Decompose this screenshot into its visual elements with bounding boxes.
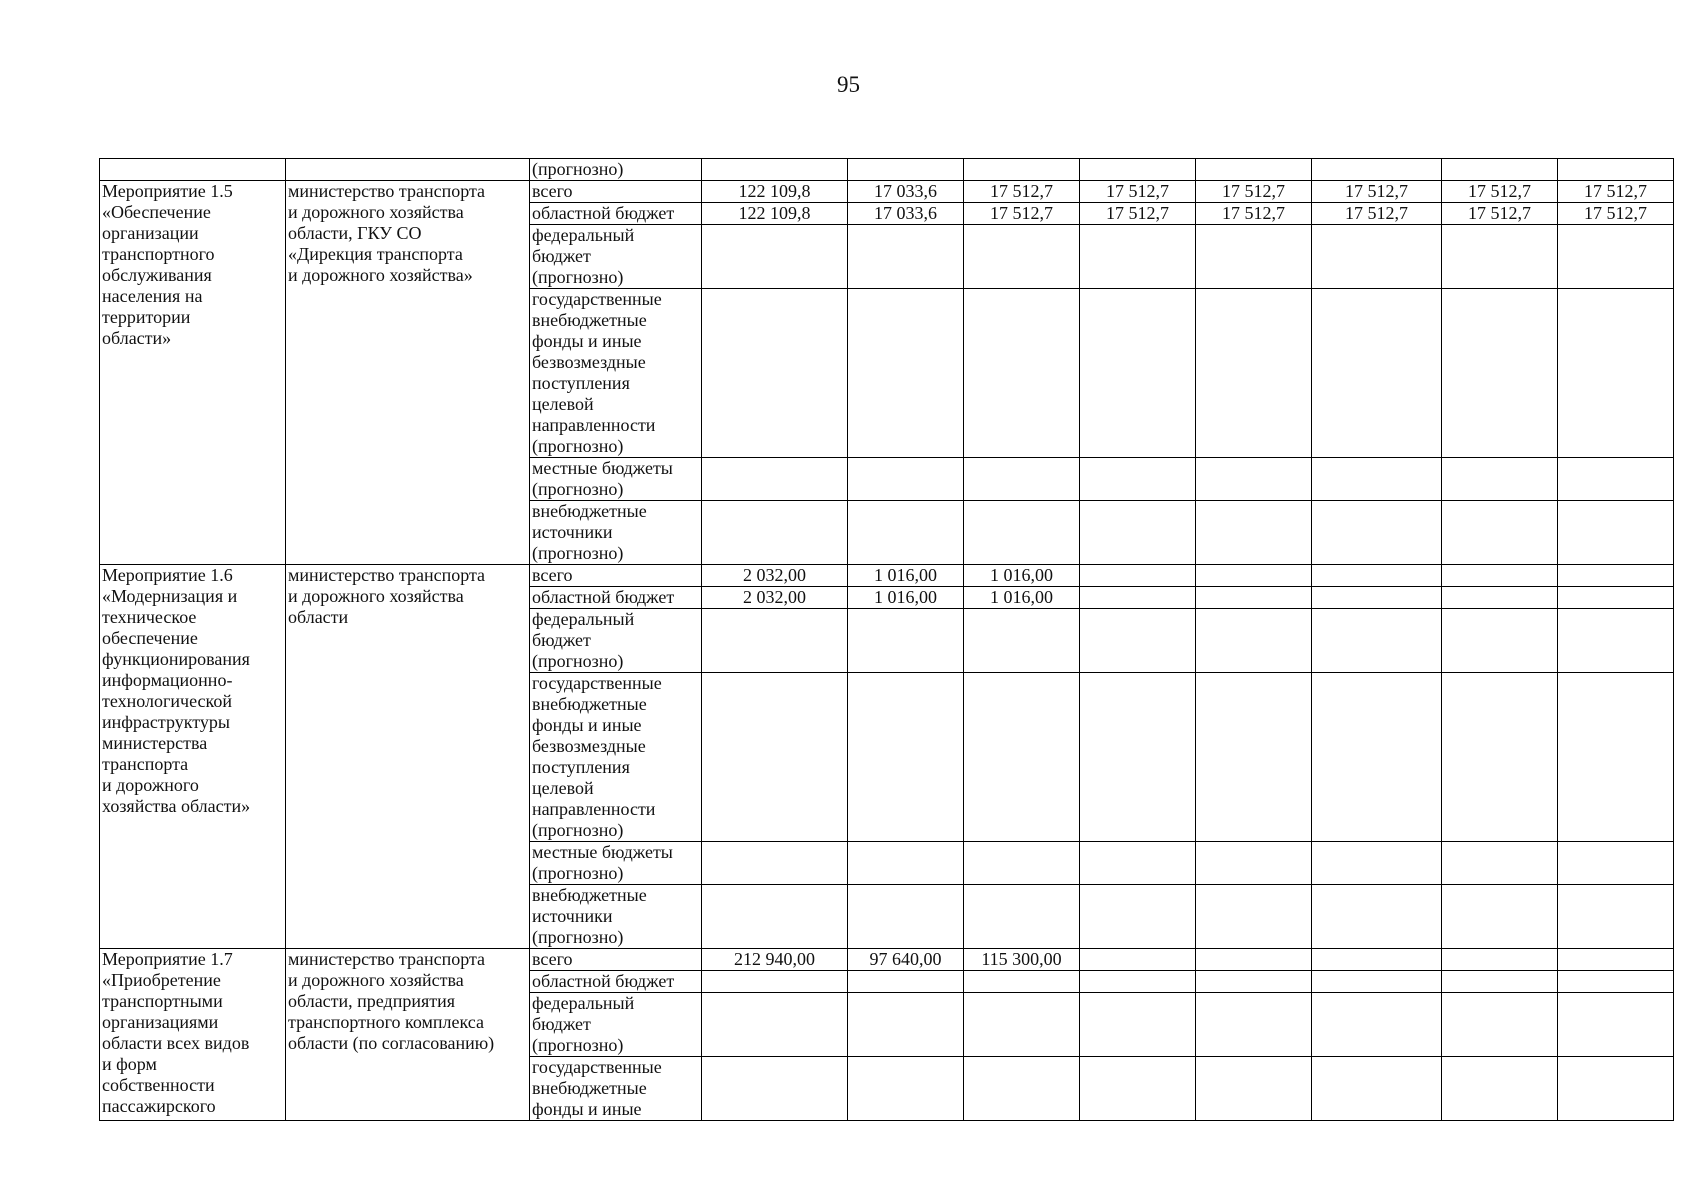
value-cell bbox=[964, 993, 1080, 1057]
source-cell: областной бюджет bbox=[530, 971, 702, 993]
table-row bbox=[100, 949, 1674, 971]
source-cell: (прогнозно) bbox=[530, 159, 702, 181]
executor-cell: министерство транспорта и дорожного хозяйства области, ГКУ СО «Дирекция транспорта и дорожного хозяйства» bbox=[286, 181, 530, 565]
value-cell bbox=[848, 225, 964, 289]
value-cell bbox=[1558, 501, 1674, 565]
value-cell bbox=[1442, 1057, 1558, 1121]
value-cell bbox=[1558, 971, 1674, 993]
value-cell bbox=[848, 159, 964, 181]
value-cell bbox=[1312, 565, 1442, 587]
value-cell bbox=[1196, 885, 1312, 949]
value-cell: 2 032,00 bbox=[702, 565, 848, 587]
value-cell: 17 512,7 bbox=[964, 181, 1080, 203]
value-cell bbox=[1558, 587, 1674, 609]
value-cell: 1 016,00 bbox=[848, 587, 964, 609]
measure-cell bbox=[100, 159, 286, 181]
value-cell bbox=[702, 1057, 848, 1121]
source-cell: всего bbox=[530, 949, 702, 971]
value-cell: 17 512,7 bbox=[1080, 203, 1196, 225]
value-cell bbox=[1558, 673, 1674, 842]
value-cell bbox=[1196, 842, 1312, 885]
value-cell bbox=[848, 501, 964, 565]
source-cell: местные бюджеты (прогнозно) bbox=[530, 842, 702, 885]
value-cell bbox=[1442, 971, 1558, 993]
value-cell bbox=[1196, 993, 1312, 1057]
value-cell bbox=[702, 458, 848, 501]
value-cell bbox=[702, 993, 848, 1057]
value-cell bbox=[1442, 501, 1558, 565]
value-cell bbox=[1558, 949, 1674, 971]
source-cell: федеральный бюджет (прогнозно) bbox=[530, 609, 702, 673]
value-cell bbox=[1558, 159, 1674, 181]
value-cell bbox=[1558, 458, 1674, 501]
source-cell: всего bbox=[530, 565, 702, 587]
source-cell: внебюджетные источники (прогнозно) bbox=[530, 501, 702, 565]
value-cell bbox=[848, 609, 964, 673]
value-cell bbox=[1196, 1057, 1312, 1121]
value-cell bbox=[964, 673, 1080, 842]
value-cell bbox=[964, 501, 1080, 565]
value-cell bbox=[1312, 458, 1442, 501]
value-cell bbox=[1442, 565, 1558, 587]
value-cell: 17 512,7 bbox=[1312, 181, 1442, 203]
value-cell bbox=[848, 885, 964, 949]
value-cell bbox=[1080, 565, 1196, 587]
value-cell bbox=[1312, 993, 1442, 1057]
value-cell bbox=[1196, 501, 1312, 565]
source-cell: государственные внебюджетные фонды и иные безвозмездные поступления целевой направленности (прогнозно) bbox=[530, 673, 702, 842]
value-cell bbox=[1080, 225, 1196, 289]
value-cell: 1 016,00 bbox=[964, 587, 1080, 609]
measure-cell: Мероприятие 1.6 «Модернизация и техническое обеспечение функционирования информационно- технологической инфраструктуры министерства транспорта и дорожного хозяйства области» bbox=[100, 565, 286, 949]
value-cell bbox=[702, 225, 848, 289]
table-row bbox=[100, 181, 1674, 203]
value-cell: 17 512,7 bbox=[1442, 181, 1558, 203]
value-cell bbox=[1442, 609, 1558, 673]
value-cell bbox=[702, 501, 848, 565]
source-cell: областной бюджет bbox=[530, 203, 702, 225]
value-cell: 97 640,00 bbox=[848, 949, 964, 971]
value-cell bbox=[964, 842, 1080, 885]
value-cell bbox=[1080, 971, 1196, 993]
value-cell bbox=[1312, 885, 1442, 949]
value-cell bbox=[702, 609, 848, 673]
value-cell bbox=[1312, 1057, 1442, 1121]
measure-cell: Мероприятие 1.5 «Обеспечение организации транспортного обслуживания населения на территории области» bbox=[100, 181, 286, 565]
budget-table bbox=[99, 158, 1674, 1121]
value-cell: 17 512,7 bbox=[964, 203, 1080, 225]
source-cell: государственные внебюджетные фонды и иные bbox=[530, 1057, 702, 1121]
source-cell: внебюджетные источники (прогнозно) bbox=[530, 885, 702, 949]
source-cell: федеральный бюджет (прогнозно) bbox=[530, 225, 702, 289]
measure-cell: Мероприятие 1.7 «Приобретение транспортными организациями области всех видов и форм собственности пассажирского bbox=[100, 949, 286, 1121]
value-cell bbox=[1442, 289, 1558, 458]
value-cell bbox=[1080, 842, 1196, 885]
value-cell bbox=[1558, 565, 1674, 587]
value-cell bbox=[1442, 885, 1558, 949]
value-cell bbox=[1196, 971, 1312, 993]
value-cell: 17 512,7 bbox=[1196, 181, 1312, 203]
value-cell bbox=[1196, 673, 1312, 842]
value-cell bbox=[702, 289, 848, 458]
value-cell bbox=[1312, 225, 1442, 289]
value-cell: 17 512,7 bbox=[1312, 203, 1442, 225]
value-cell bbox=[1196, 159, 1312, 181]
value-cell bbox=[964, 885, 1080, 949]
value-cell bbox=[1312, 501, 1442, 565]
page-number: 95 bbox=[837, 72, 860, 97]
value-cell bbox=[1558, 885, 1674, 949]
value-cell: 115 300,00 bbox=[964, 949, 1080, 971]
value-cell: 17 512,7 bbox=[1558, 203, 1674, 225]
value-cell bbox=[1080, 673, 1196, 842]
value-cell bbox=[1080, 501, 1196, 565]
value-cell bbox=[1196, 289, 1312, 458]
value-cell: 17 033,6 bbox=[848, 203, 964, 225]
value-cell bbox=[1558, 993, 1674, 1057]
value-cell bbox=[848, 673, 964, 842]
value-cell bbox=[1558, 842, 1674, 885]
value-cell bbox=[1442, 949, 1558, 971]
value-cell bbox=[848, 1057, 964, 1121]
value-cell bbox=[1312, 971, 1442, 993]
value-cell bbox=[1080, 1057, 1196, 1121]
value-cell: 1 016,00 bbox=[848, 565, 964, 587]
value-cell bbox=[848, 971, 964, 993]
value-cell bbox=[1080, 609, 1196, 673]
value-cell bbox=[964, 609, 1080, 673]
value-cell bbox=[1080, 993, 1196, 1057]
value-cell bbox=[1442, 993, 1558, 1057]
value-cell bbox=[1080, 289, 1196, 458]
value-cell bbox=[1558, 609, 1674, 673]
value-cell bbox=[1196, 949, 1312, 971]
value-cell bbox=[1442, 458, 1558, 501]
value-cell bbox=[848, 289, 964, 458]
value-cell bbox=[1080, 587, 1196, 609]
value-cell bbox=[1080, 885, 1196, 949]
value-cell bbox=[1442, 673, 1558, 842]
value-cell bbox=[964, 971, 1080, 993]
table-row bbox=[100, 159, 1674, 181]
value-cell: 17 512,7 bbox=[1442, 203, 1558, 225]
value-cell bbox=[1312, 587, 1442, 609]
source-cell: федеральный бюджет (прогнозно) bbox=[530, 993, 702, 1057]
value-cell bbox=[1196, 587, 1312, 609]
value-cell bbox=[702, 971, 848, 993]
value-cell: 212 940,00 bbox=[702, 949, 848, 971]
value-cell bbox=[1312, 842, 1442, 885]
source-cell: государственные внебюджетные фонды и иные безвозмездные поступления целевой направленности (прогнозно) bbox=[530, 289, 702, 458]
value-cell bbox=[1312, 289, 1442, 458]
value-cell bbox=[1196, 458, 1312, 501]
value-cell bbox=[702, 885, 848, 949]
value-cell bbox=[1080, 949, 1196, 971]
value-cell bbox=[1558, 225, 1674, 289]
value-cell: 1 016,00 bbox=[964, 565, 1080, 587]
value-cell bbox=[1442, 587, 1558, 609]
value-cell bbox=[1442, 225, 1558, 289]
value-cell bbox=[1442, 842, 1558, 885]
value-cell: 122 109,8 bbox=[702, 181, 848, 203]
value-cell bbox=[1558, 1057, 1674, 1121]
value-cell: 2 032,00 bbox=[702, 587, 848, 609]
executor-cell: министерство транспорта и дорожного хозяйства области bbox=[286, 565, 530, 949]
table-row bbox=[100, 565, 1674, 587]
value-cell bbox=[964, 458, 1080, 501]
value-cell bbox=[848, 993, 964, 1057]
value-cell bbox=[964, 159, 1080, 181]
value-cell bbox=[1196, 609, 1312, 673]
value-cell bbox=[702, 673, 848, 842]
value-cell: 17 512,7 bbox=[1196, 203, 1312, 225]
value-cell bbox=[1558, 289, 1674, 458]
value-cell bbox=[1442, 159, 1558, 181]
executor-cell bbox=[286, 159, 530, 181]
value-cell: 17 512,7 bbox=[1558, 181, 1674, 203]
table-body bbox=[100, 159, 1674, 1121]
value-cell bbox=[964, 225, 1080, 289]
value-cell bbox=[1080, 458, 1196, 501]
value-cell bbox=[848, 458, 964, 501]
source-cell: областной бюджет bbox=[530, 587, 702, 609]
value-cell bbox=[1196, 225, 1312, 289]
value-cell bbox=[964, 1057, 1080, 1121]
value-cell bbox=[964, 289, 1080, 458]
value-cell bbox=[848, 842, 964, 885]
value-cell bbox=[702, 159, 848, 181]
value-cell: 17 512,7 bbox=[1080, 181, 1196, 203]
value-cell: 17 033,6 bbox=[848, 181, 964, 203]
value-cell bbox=[702, 842, 848, 885]
value-cell bbox=[1196, 565, 1312, 587]
source-cell: всего bbox=[530, 181, 702, 203]
value-cell: 122 109,8 bbox=[702, 203, 848, 225]
value-cell bbox=[1312, 609, 1442, 673]
executor-cell: министерство транспорта и дорожного хозяйства области, предприятия транспортного комплекса области (по согласованию) bbox=[286, 949, 530, 1121]
value-cell bbox=[1080, 159, 1196, 181]
value-cell bbox=[1312, 673, 1442, 842]
value-cell bbox=[1312, 949, 1442, 971]
value-cell bbox=[1312, 159, 1442, 181]
source-cell: местные бюджеты (прогнозно) bbox=[530, 458, 702, 501]
